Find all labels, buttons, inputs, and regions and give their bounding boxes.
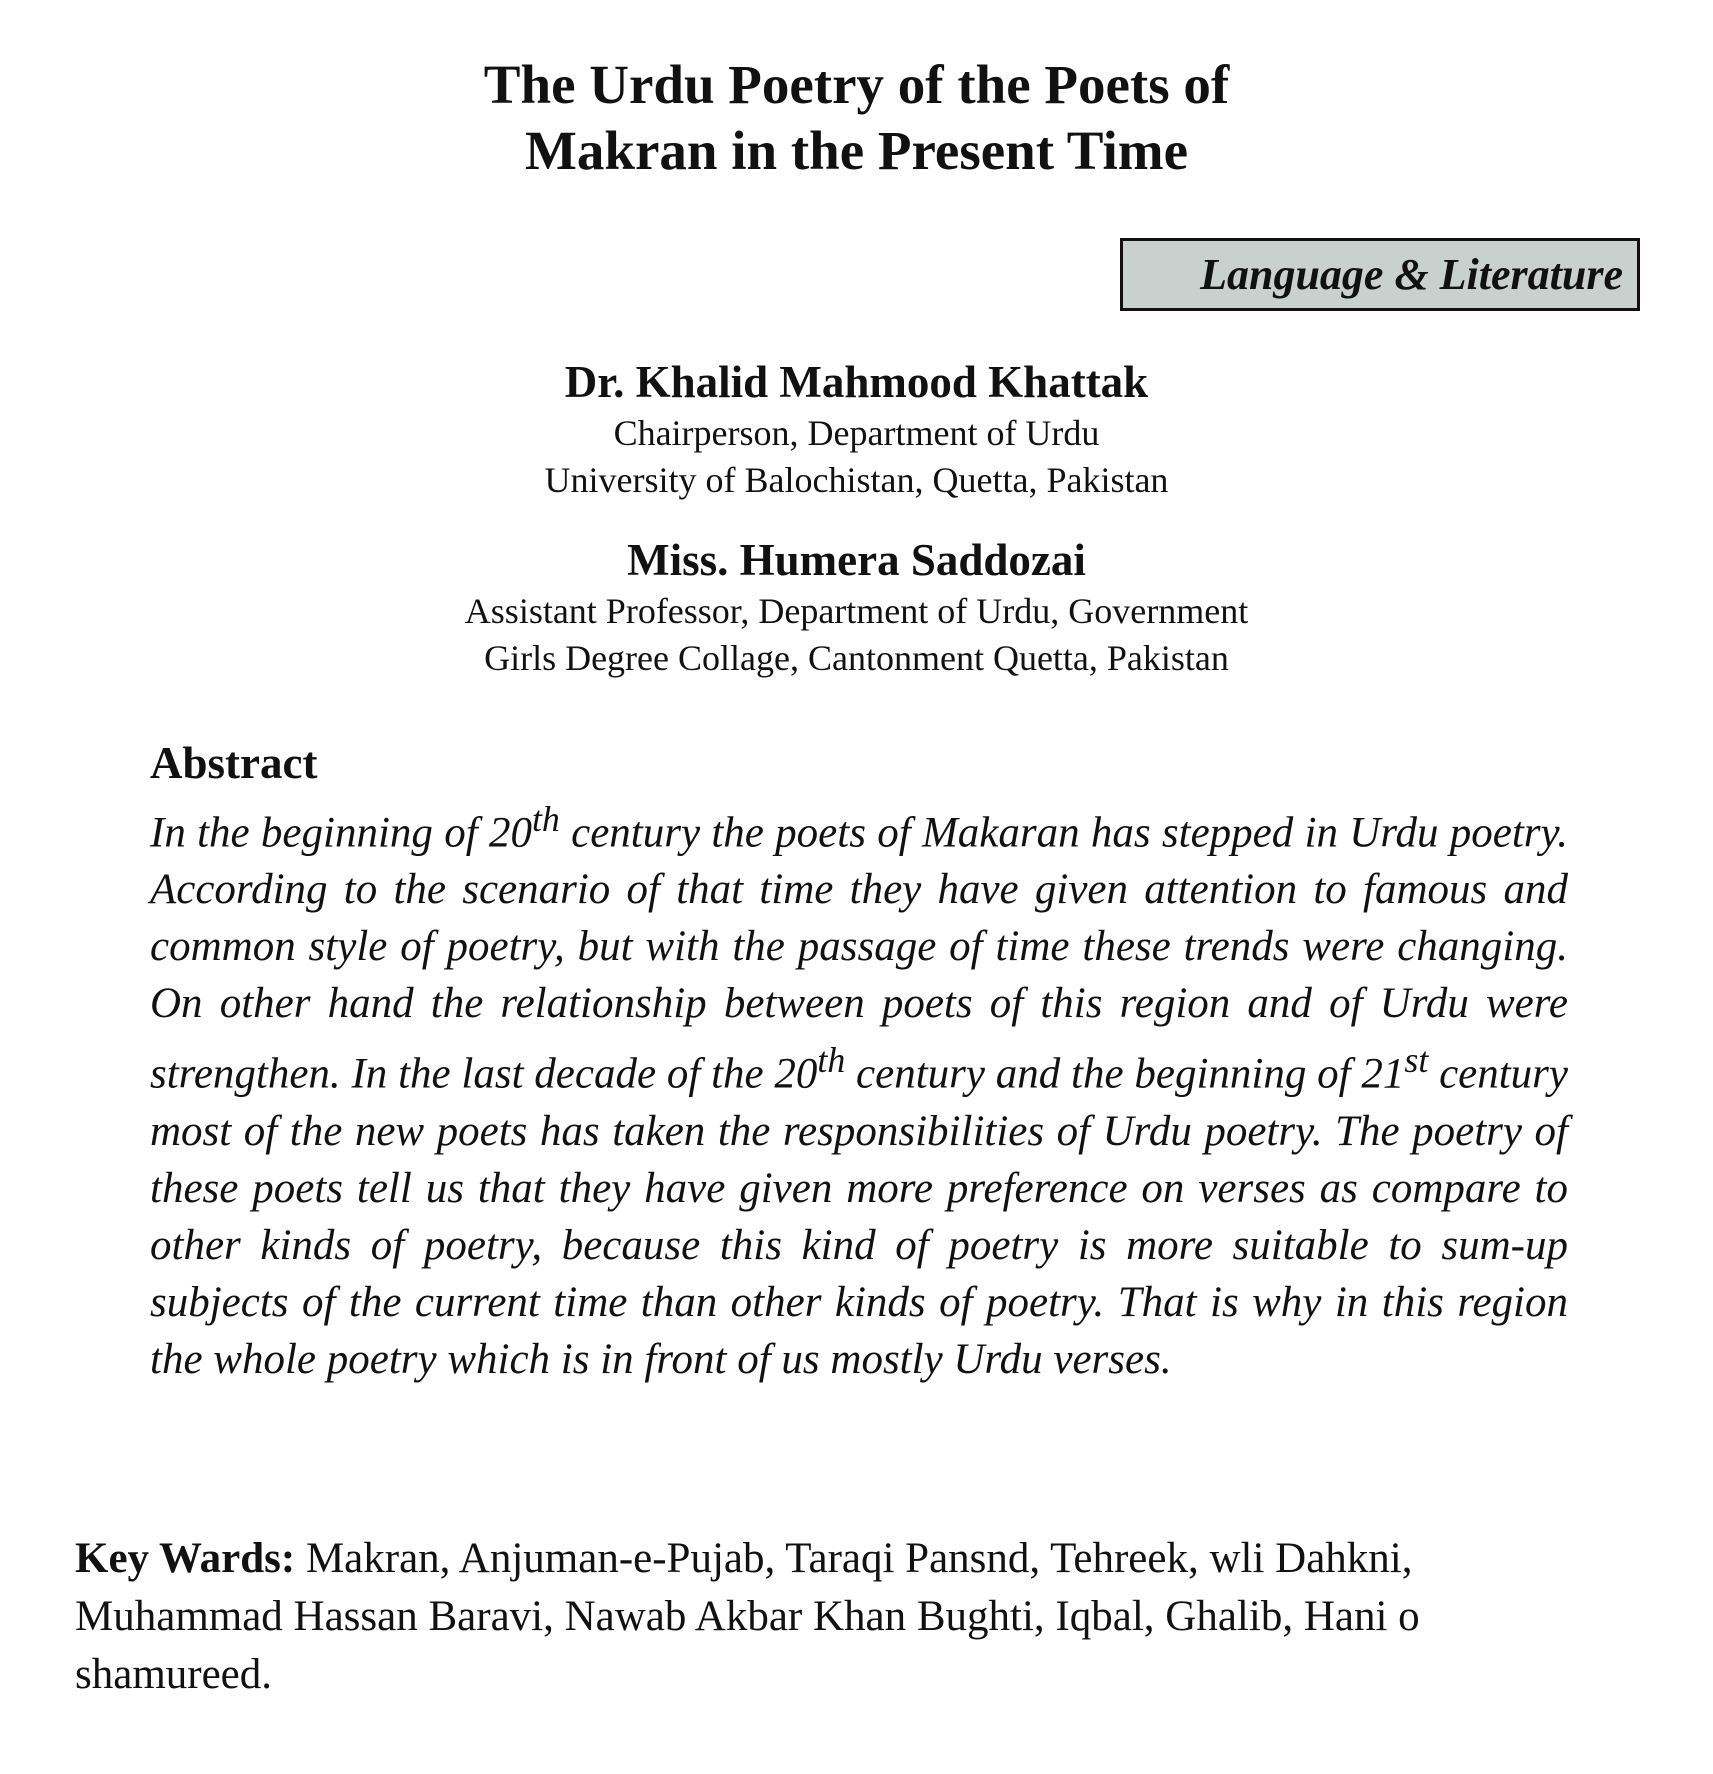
title-line-2: Makran in the Present Time bbox=[524, 120, 1189, 181]
author-block-2 bbox=[0, 532, 1713, 682]
category-badge: Language & Literature bbox=[1120, 238, 1640, 311]
paper-title bbox=[0, 52, 1713, 184]
abstract-text: In the beginning of 20 bbox=[150, 809, 532, 857]
abstract-body bbox=[150, 791, 1568, 1388]
author-affiliation-line: Assistant Professor, Department of Urdu, Government bbox=[464, 591, 1249, 631]
author-name: Miss. Humera Saddozai bbox=[627, 535, 1086, 585]
title-line-1: The Urdu Poetry of the Poets of bbox=[483, 54, 1230, 115]
author-affiliation-line: Chairperson, Department of Urdu bbox=[613, 413, 1100, 453]
author-block-1 bbox=[0, 354, 1713, 504]
abstract-text: century the poets of Makaran has stepped in Urdu poetry. According to the scenario of that time they have given attention to famous and common style of poetry, but with the passage of time these trends were changing. On other hand the relationship between poets of this region and of Urdu were strengthen. In the last decade of the 20 bbox=[150, 809, 1569, 1098]
abstract-section bbox=[150, 735, 1568, 1388]
author-affiliation-line: Girls Degree Collage, Cantonment Quetta, Pakistan bbox=[484, 638, 1229, 678]
keywords-section bbox=[75, 1530, 1575, 1704]
abstract-heading: Abstract bbox=[150, 738, 318, 788]
ordinal-suffix: th bbox=[531, 799, 560, 839]
author-name: Dr. Khalid Mahmood Khattak bbox=[564, 357, 1149, 407]
author-affiliation-line: University of Balochistan, Quetta, Pakistan bbox=[544, 460, 1169, 500]
abstract-text: century and the beginning of 21 bbox=[845, 1050, 1405, 1098]
ordinal-suffix: st bbox=[1404, 1040, 1429, 1081]
abstract-text: century most of the new poets has taken the responsibilities of Urdu poetry. The poetry of these poets tell us that they have given more preference on verses as compare to other kinds of poetry, because this kind of poetry is more suitable to sum-up subjects of the current time than other kinds of poetry. That is why in this region the whole poetry which is in front of us mostly Urdu verses. bbox=[150, 1050, 1569, 1383]
keywords-text: Makran, Anjuman-e-Pujab, Taraqi Pansnd, Tehreek, wli Dahkni, Muhammad Hassan Baravi, Nawab Akbar Khan Bughti, Iqbal, Ghalib, Hani o shamureed. bbox=[75, 1535, 1420, 1698]
keywords-label: Key Wards: bbox=[75, 1535, 296, 1582]
ordinal-suffix: th bbox=[817, 1040, 846, 1081]
